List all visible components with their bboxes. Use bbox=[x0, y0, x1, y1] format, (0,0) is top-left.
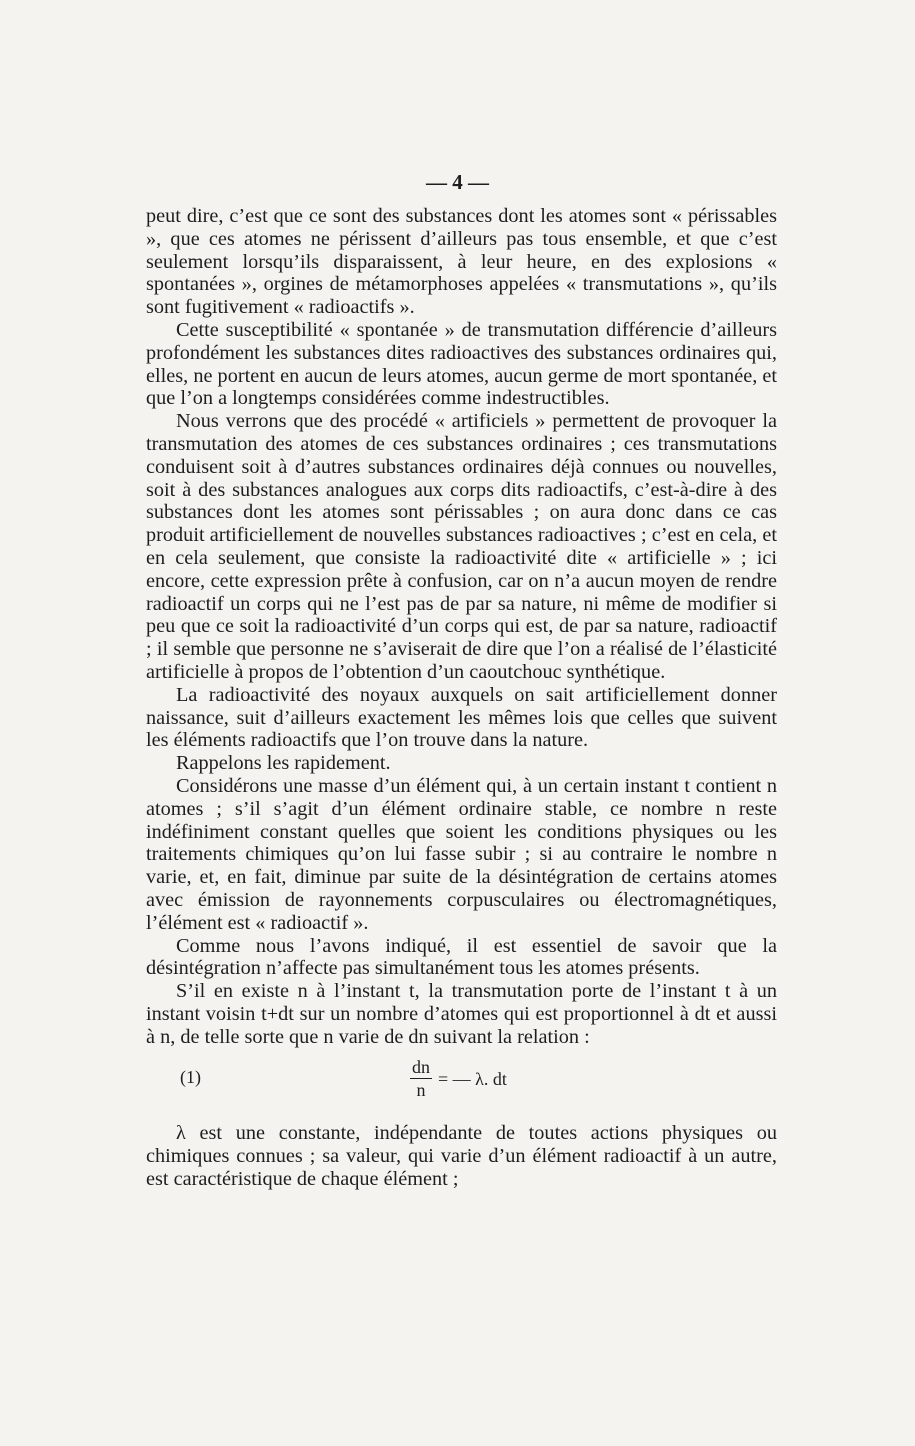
equation-rhs: = — λ. dt bbox=[438, 1068, 507, 1089]
equation-body bbox=[410, 1056, 507, 1101]
paragraph: peut dire, c’est que ce sont des substances dont les atomes sont « périssables », que ces atomes ne périssent d’ailleurs pas tous ensemble, et que c’est seulement lorsqu’ils disparaissent, à leur heure, en des explosions « spontanées », orgines de métamorphoses appelées « transmutations », qu’ils sont fugitivement « radioactifs ». bbox=[146, 205, 777, 319]
paragraph: Rappelons les rapidement. bbox=[176, 752, 391, 775]
body-text bbox=[146, 205, 777, 1191]
page-number: — 4 — bbox=[426, 170, 489, 194]
paragraph: La radioactivité des noyaux auxquels on sait artificiellement donner naissance, suit d’ailleurs exactement les mêmes lois que celles que suivent les éléments radioactifs que l’on trouve dans la nature. bbox=[146, 683, 777, 752]
paragraph: Nous verrons que des procédé « artificiels » permettent de provoquer la transmutation des atomes de ces substances ordinaires ; ces transmutations conduisent soit à d’autres substances ordinaires déjà connues ou nouvelles, soit à des substances analogues aux corps dits radioactifs, c’est-à-dire à des substances dont les atomes sont périssables ; on aura donc dans ce cas produit artificiellement de nouvelles substances radioactives ; c’est en cela, et en cela seulement, que consiste la radioactivité dite « artificielle » ; ici encore, cette expression prête à confusion, car on n’a aucun moyen de rendre radioactif un corps qui ne l’est pas de par sa nature, ni même de modifier si peu que ce soit la radioactivité d’un corps qui est, de par sa nature, radioactif ; il semble que personne ne s’aviserait de dire que l’on a réalisé de l’élasticité artificielle à propos de l’obtention d’un caoutchouc synthétique. bbox=[146, 410, 777, 683]
equation bbox=[146, 1056, 777, 1108]
paragraph: Cette susceptibilité « spontanée » de transmutation différencie d’ailleurs profondément les substances dites radioactives des substances ordinaires qui, elles, ne portent en aucun de leurs atomes, aucun germe de mort spontanée, et que l’on a longtemps considérées comme indestructibles. bbox=[146, 318, 777, 410]
paragraph: λ est une constante, indépendante de toutes actions physiques ou chimiques connues ; sa valeur, qui varie d’un élément radioactif à un autre, est caractéristique de chaque élément ; bbox=[146, 1122, 777, 1191]
equation-number: (1) bbox=[180, 1067, 201, 1088]
paragraph: Considérons une masse d’un élément qui, à un certain instant t contient n atomes ; s’il s’agit d’un élément ordinaire stable, ce nombre n reste indéfiniment constant quelles que soient les conditions physiques ou les traitements chimiques qu’on lui fasse subir ; si au contraire le nombre n varie, et, en fait, diminue par suite de la désintégration de certains atomes avec émission de rayonnements corpusculaires ou électromagnétiques, l’élément est « radioactif ». bbox=[146, 774, 777, 934]
equation-fraction bbox=[410, 1056, 432, 1101]
equation-denominator: n bbox=[416, 1080, 426, 1101]
equation-numerator: dn bbox=[412, 1057, 430, 1078]
paragraph: Comme nous l’avons indiqué, il est essentiel de savoir que la désintégration n’affecte pas simultanément tous les atomes présents. bbox=[146, 934, 777, 980]
paragraph: S’il en existe n à l’instant t, la transmutation porte de l’instant t à un instant voisin t+dt sur un nombre d’atomes qui est proportionnel à dt et aussi à n, de telle sorte que n varie de dn suivant la relation : bbox=[146, 980, 777, 1048]
